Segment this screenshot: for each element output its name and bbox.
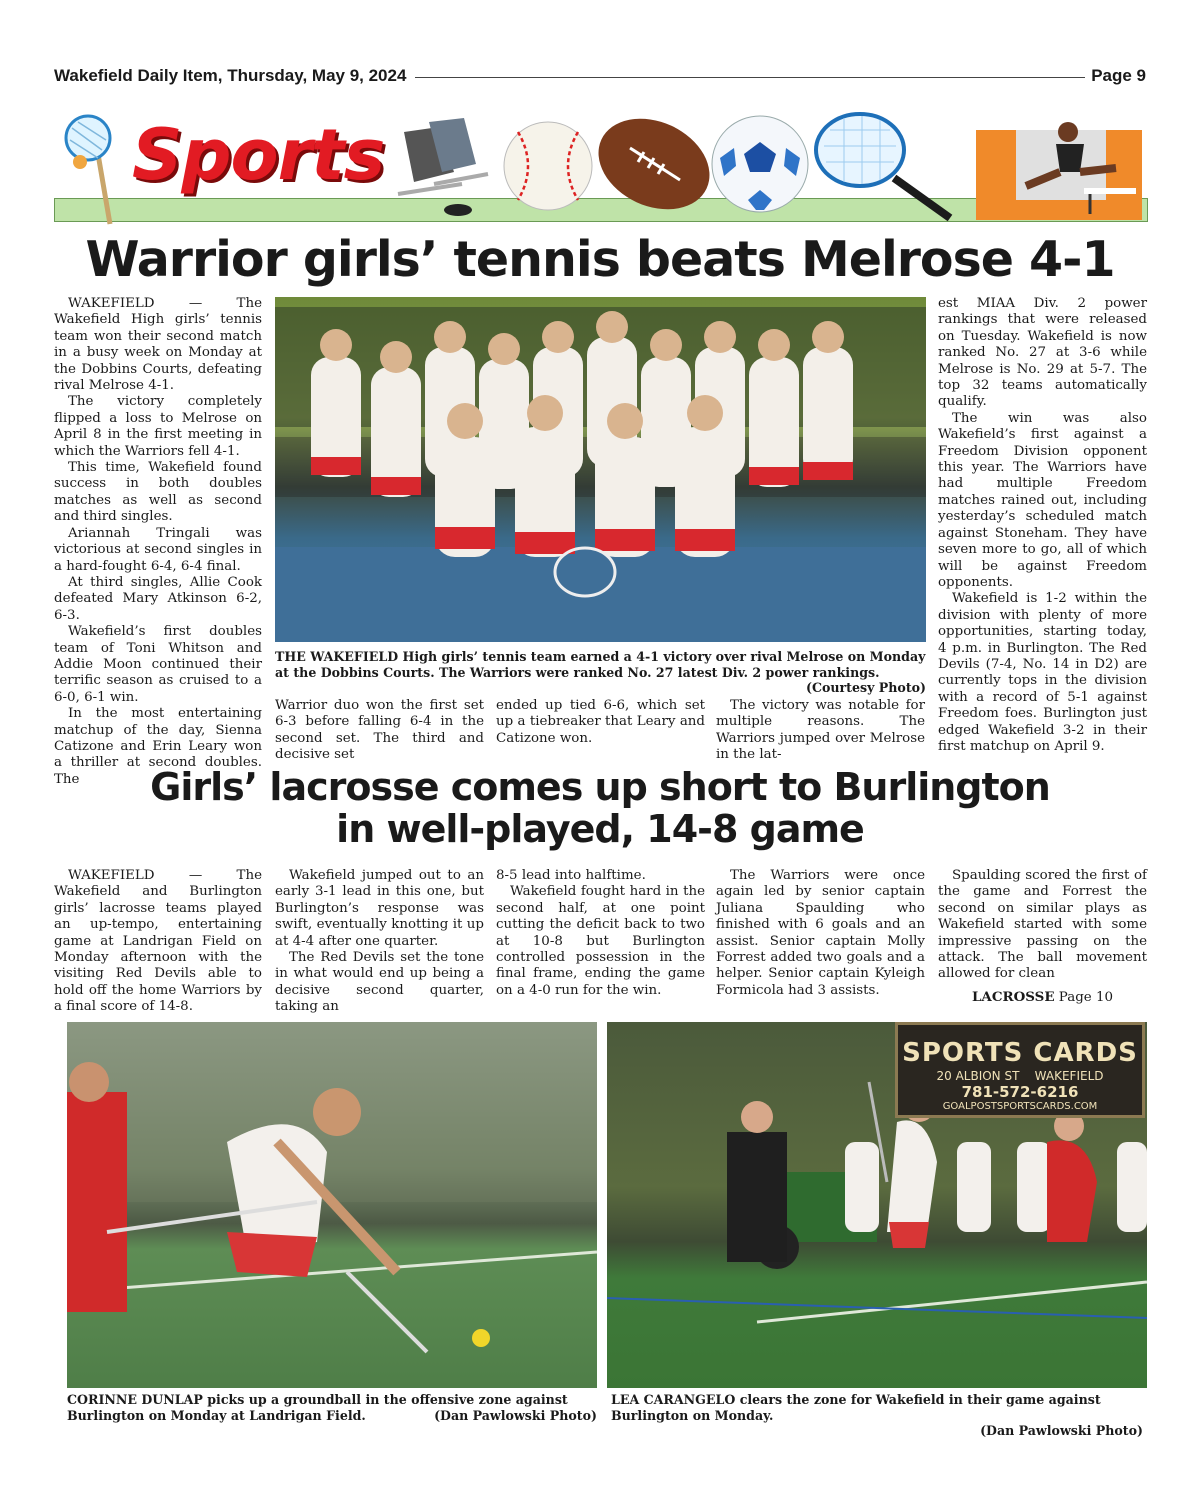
paragraph: 8-5 lead into halftime.: [496, 868, 646, 883]
paragraph: Wakefield fought hard in the second half, at one point cutting the deficit back to two at 10-8 but Burlington controlled possession in the final frame, ending the game on a 4-0 run for the win.: [496, 884, 705, 998]
tennis-racket-icon: [810, 110, 960, 222]
lacrosse-column-2: [275, 868, 484, 1016]
paragraph: WAKEFIELD — The Wakefield and Burlington girls’ lacrosse teams played an up-tempo, entertaining game at Landrigan Field on Monday afternoon with the visiting Red Devils able to hold off the home Warriors by a final score of 14-8.: [54, 868, 262, 1015]
section-title: Sports: [132, 114, 385, 196]
paragraph: Spaulding scored the first of the game and Forrest the second on similar plays as Wakefield started with some impressive passing on the attack. The ball movement allowed for clean: [938, 868, 1147, 982]
paragraph: Wakefield jumped out to an early 3-1 lead in this one, but Burlington’s response was swift, eventually knotting it up at 4-4 after one quarter.: [275, 868, 484, 949]
paragraph: Wakefield is 1-2 within the division with plenty of more opportunities, starting today, 4 p.m. in Burlington. The Red Devils (7-4, No. 14 in D2) are currently tops in the division with a record of 5-1 against Freedom foes. Burlington just edged Wakefield 3-2 in their first matchup on April 9.: [938, 591, 1147, 754]
photo-credit: (Dan Pawlowski Photo): [980, 1423, 1143, 1438]
paragraph: The victory was notable for multiple reasons. The Warriors jumped over Melrose in the lat-: [716, 698, 925, 763]
lacrosse-column-4: [716, 868, 925, 999]
paragraph: Warrior duo won the first set 6-3 before falling 6-4 in the second set. The third and decisive set: [275, 698, 484, 763]
lacrosse-headline: [0, 766, 1200, 850]
tennis-column-5: [938, 296, 1147, 755]
paragraph: Wakefield’s first doubles team of Toni Whitson and Addie Moon continued their terrific season as cruised to a 6-0, 6-1 win.: [54, 624, 262, 705]
tennis-team-photo: [275, 297, 926, 642]
paragraph: The win was also Wakefield’s first against a Freedom Division opponent this year. The Warriors have had multiple Freedom matches rained out, including yesterday’s scheduled match against Stoneham. They have seven more to go, all of which will be against Freedom opponents.: [938, 410, 1147, 590]
paragraph: The Red Devils set the tone in what would end up being a decisive second quarter, taking an: [275, 950, 484, 1015]
paper-dateline: Wakefield Daily Item, Thursday, May 9, 2024: [54, 66, 407, 85]
tennis-photo-caption: [275, 649, 926, 696]
tennis-headline: Warrior girls’ tennis beats Melrose 4-1: [85, 231, 1115, 288]
paragraph: At third singles, Allie Cook defeated Mary Atkinson 6-2, 6-3.: [54, 574, 262, 623]
page-number: Page 9: [1091, 66, 1146, 85]
tennis-column-3: [496, 698, 705, 747]
jump-label: LACROSSE: [972, 988, 1055, 1005]
soccer-ball-icon: [710, 114, 810, 214]
caption-text: THE WAKEFIELD High girls’ tennis team earned a 4-1 victory over rival Melrose on Monday at the Dobbins Courts. The Warriors were ranked No. 27 latest Div. 2 power rankings.: [275, 649, 926, 680]
lacrosse-photo-1: [67, 1022, 597, 1388]
paragraph: In the most entertaining matchup of the day, Sienna Catizone and Erin Leary won a thriller at second doubles. The: [54, 706, 262, 787]
folio-rule: [415, 77, 1085, 78]
lacrosse-stick-icon: [58, 114, 128, 226]
sports-banner: [54, 106, 1148, 224]
sign-title: SPORTS CARDS: [902, 1038, 1138, 1068]
caption-text: CORINNE DUNLAP picks up a groundball in the offensive zone against Burlington on Monday at Landrigan Field.: [67, 1392, 568, 1423]
paragraph: WAKEFIELD — The Wakefield High girls’ tennis team won their second match in a busy week on Monday at the Dobbins Courts, defeating rival Melrose 4-1.: [54, 296, 262, 394]
ice-skates-icon: [384, 112, 494, 222]
caption-text: LEA CARANGELO clears the zone for Wakefield in their game against Burlington on Monday.: [611, 1392, 1101, 1423]
lacrosse-headline-line-1: Girls’ lacrosse comes up short to Burlington: [150, 765, 1050, 809]
photo-credit: (Dan Pawlowski Photo): [434, 1407, 597, 1423]
sign-address: 20 ALBION ST WAKEFIELD: [936, 1069, 1104, 1083]
paragraph: est MIAA Div. 2 power rankings that were released on Tuesday. Wakefield is now ranked No. 27 at 3-6 while Melrose is No. 29 at 5-7. The top 32 teams automatically qualify.: [938, 296, 1147, 410]
paragraph: The victory completely flipped a loss to Melrose on April 8 in the first meeting in which the Warriors fell 4-1.: [54, 394, 262, 459]
lacrosse-photo-2-caption: [611, 1392, 1143, 1439]
jump-line[interactable]: [938, 989, 1147, 1006]
lacrosse-photo-1-illustration: [67, 1022, 597, 1388]
lacrosse-photo-2: [607, 1022, 1147, 1388]
lacrosse-column-1: [54, 868, 262, 1016]
lacrosse-photo-1-caption: [67, 1392, 597, 1423]
sign-phone: 781-572-6216: [961, 1083, 1079, 1101]
sports-cards-sign: [895, 1022, 1145, 1118]
photo-credit: (Courtesy Photo): [806, 680, 926, 695]
football-icon: [594, 108, 714, 220]
jump-page: Page 10: [1058, 989, 1113, 1005]
paragraph: This time, Wakefield found success in both doubles matches as well as second and third singles.: [54, 460, 262, 525]
sign-website: GOALPOSTSPORTSCARDS.COM: [942, 1101, 1098, 1112]
tennis-team-illustration: [275, 297, 926, 642]
lacrosse-column-5: [938, 868, 1147, 1006]
paragraph: The Warriors were once again led by senior captain Juliana Spaulding who finished with 6 goals and an assist. Senior captain Molly Forrest added two goals and a helper. Senior captain Kyleigh Formicola had 3 assists.: [716, 868, 925, 998]
paragraph: ended up tied 6-6, which set up a tiebreaker that Leary and Catizone won.: [496, 698, 705, 746]
paragraph: Ariannah Tringali was victorious at second singles in a hard-fought 6-4, 6-4 final.: [54, 525, 262, 574]
lacrosse-headline-line-2: in well-played, 14-8 game: [336, 807, 864, 851]
hurdler-icon: [976, 110, 1142, 220]
baseball-icon: [502, 120, 594, 212]
lacrosse-column-3: [496, 868, 705, 999]
tennis-column-2: [275, 698, 484, 764]
tennis-column-4: [716, 698, 925, 764]
tennis-column-1: [54, 296, 262, 788]
